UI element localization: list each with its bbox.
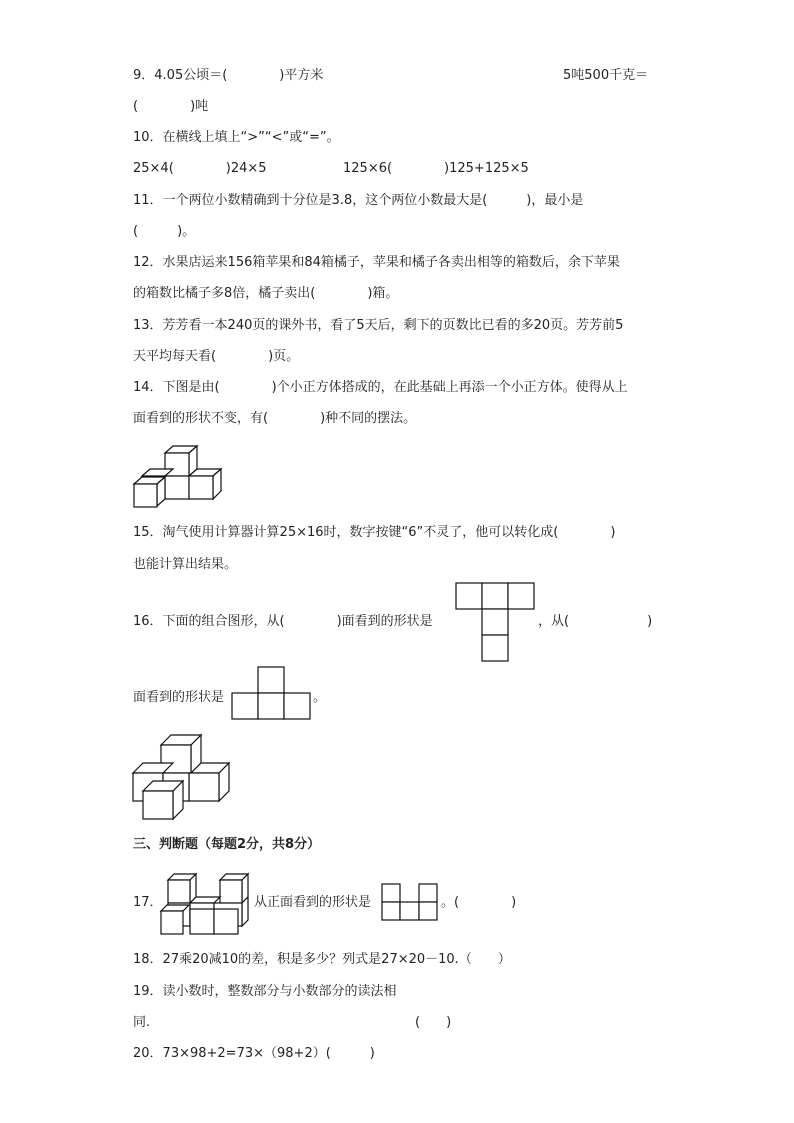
q12-line1: 12．水果店运来156箱苹果和84箱橘子，苹果和橘子各卖出相等的箱数后，余下苹果 [133,255,620,270]
q15-line1: 15．淘气使用计算器计算25×16时，数字按键“6”不灵了，他可以转化成( ) [133,525,616,540]
q16-line2-end: 。 [313,690,327,705]
q16-line1-tail: ，从( ) [538,614,653,629]
q14-cube-figure [133,443,223,509]
q16-line2: 面看到的形状是 [133,690,225,705]
q19-answer: ( ) [415,1015,452,1030]
q9-line2: ( )吨 [133,99,209,114]
q14-right-cube-front [189,476,213,499]
q16-view-bump-shape [231,666,313,720]
q13-line2: 天平均每天看( )页。 [133,349,300,364]
q10-title: 10．在横线上填上“>”“<”或“=”。 [133,130,340,145]
q17-answer: 。( ) [441,895,517,910]
section-3-heading: 三、判断题（每题2分，共8分） [133,837,321,852]
q10-expr-b: 125×6( )125+125×5 [343,161,529,176]
q17-number: 17． [133,895,163,910]
q14-left-cube-front [134,484,157,507]
q18-line: 18．27乘20减10的差，积是多少？列式是27×20－10.（ ） [133,952,511,967]
q11-line2: ( )。 [133,224,196,239]
q15-line2: 也能计算出结果。 [133,557,238,572]
q16-cube-figure [131,733,231,823]
q9-ton-text: 5吨500千克＝ [563,68,649,83]
q14-line1: 14．下图是由( )个小正方体搭成的，在此基础上再添一个小正方体。使得从上 [133,380,628,395]
q10-expr-a: 25×4( )24×5 [133,161,267,176]
q13-line1: 13．芳芳看一本240页的课外书，看了5天后，剩下的页数比已看的多20页。芳芳前5 [133,318,624,333]
q9-line1: 9．4.05公顷＝( )平方米 [133,68,324,83]
q17-cube-figure [160,865,252,935]
q14-line2: 面看到的形状不变，有( )种不同的摆法。 [133,411,417,426]
q17-front-view [381,883,439,921]
q14-middle-cube-front [165,476,189,499]
q16-view-t-shape [455,582,537,662]
q11-line1: 11．一个两位小数精确到十分位是3.8，这个两位小数最大是( )，最小是 [133,193,584,208]
q12-line2: 的箱数比橘子多8倍，橘子卖出( )箱。 [133,286,399,301]
q17-text: 从正面看到的形状是 [254,895,372,910]
q16-line1: 16．下面的组合图形，从( )面看到的形状是 [133,614,433,629]
q19-line1: 19．读小数时，整数部分与小数部分的读法相 [133,984,397,999]
q19-line2: 同. [133,1015,151,1030]
q20-line: 20．73×98+2=73×（98+2）( ) [133,1046,375,1061]
